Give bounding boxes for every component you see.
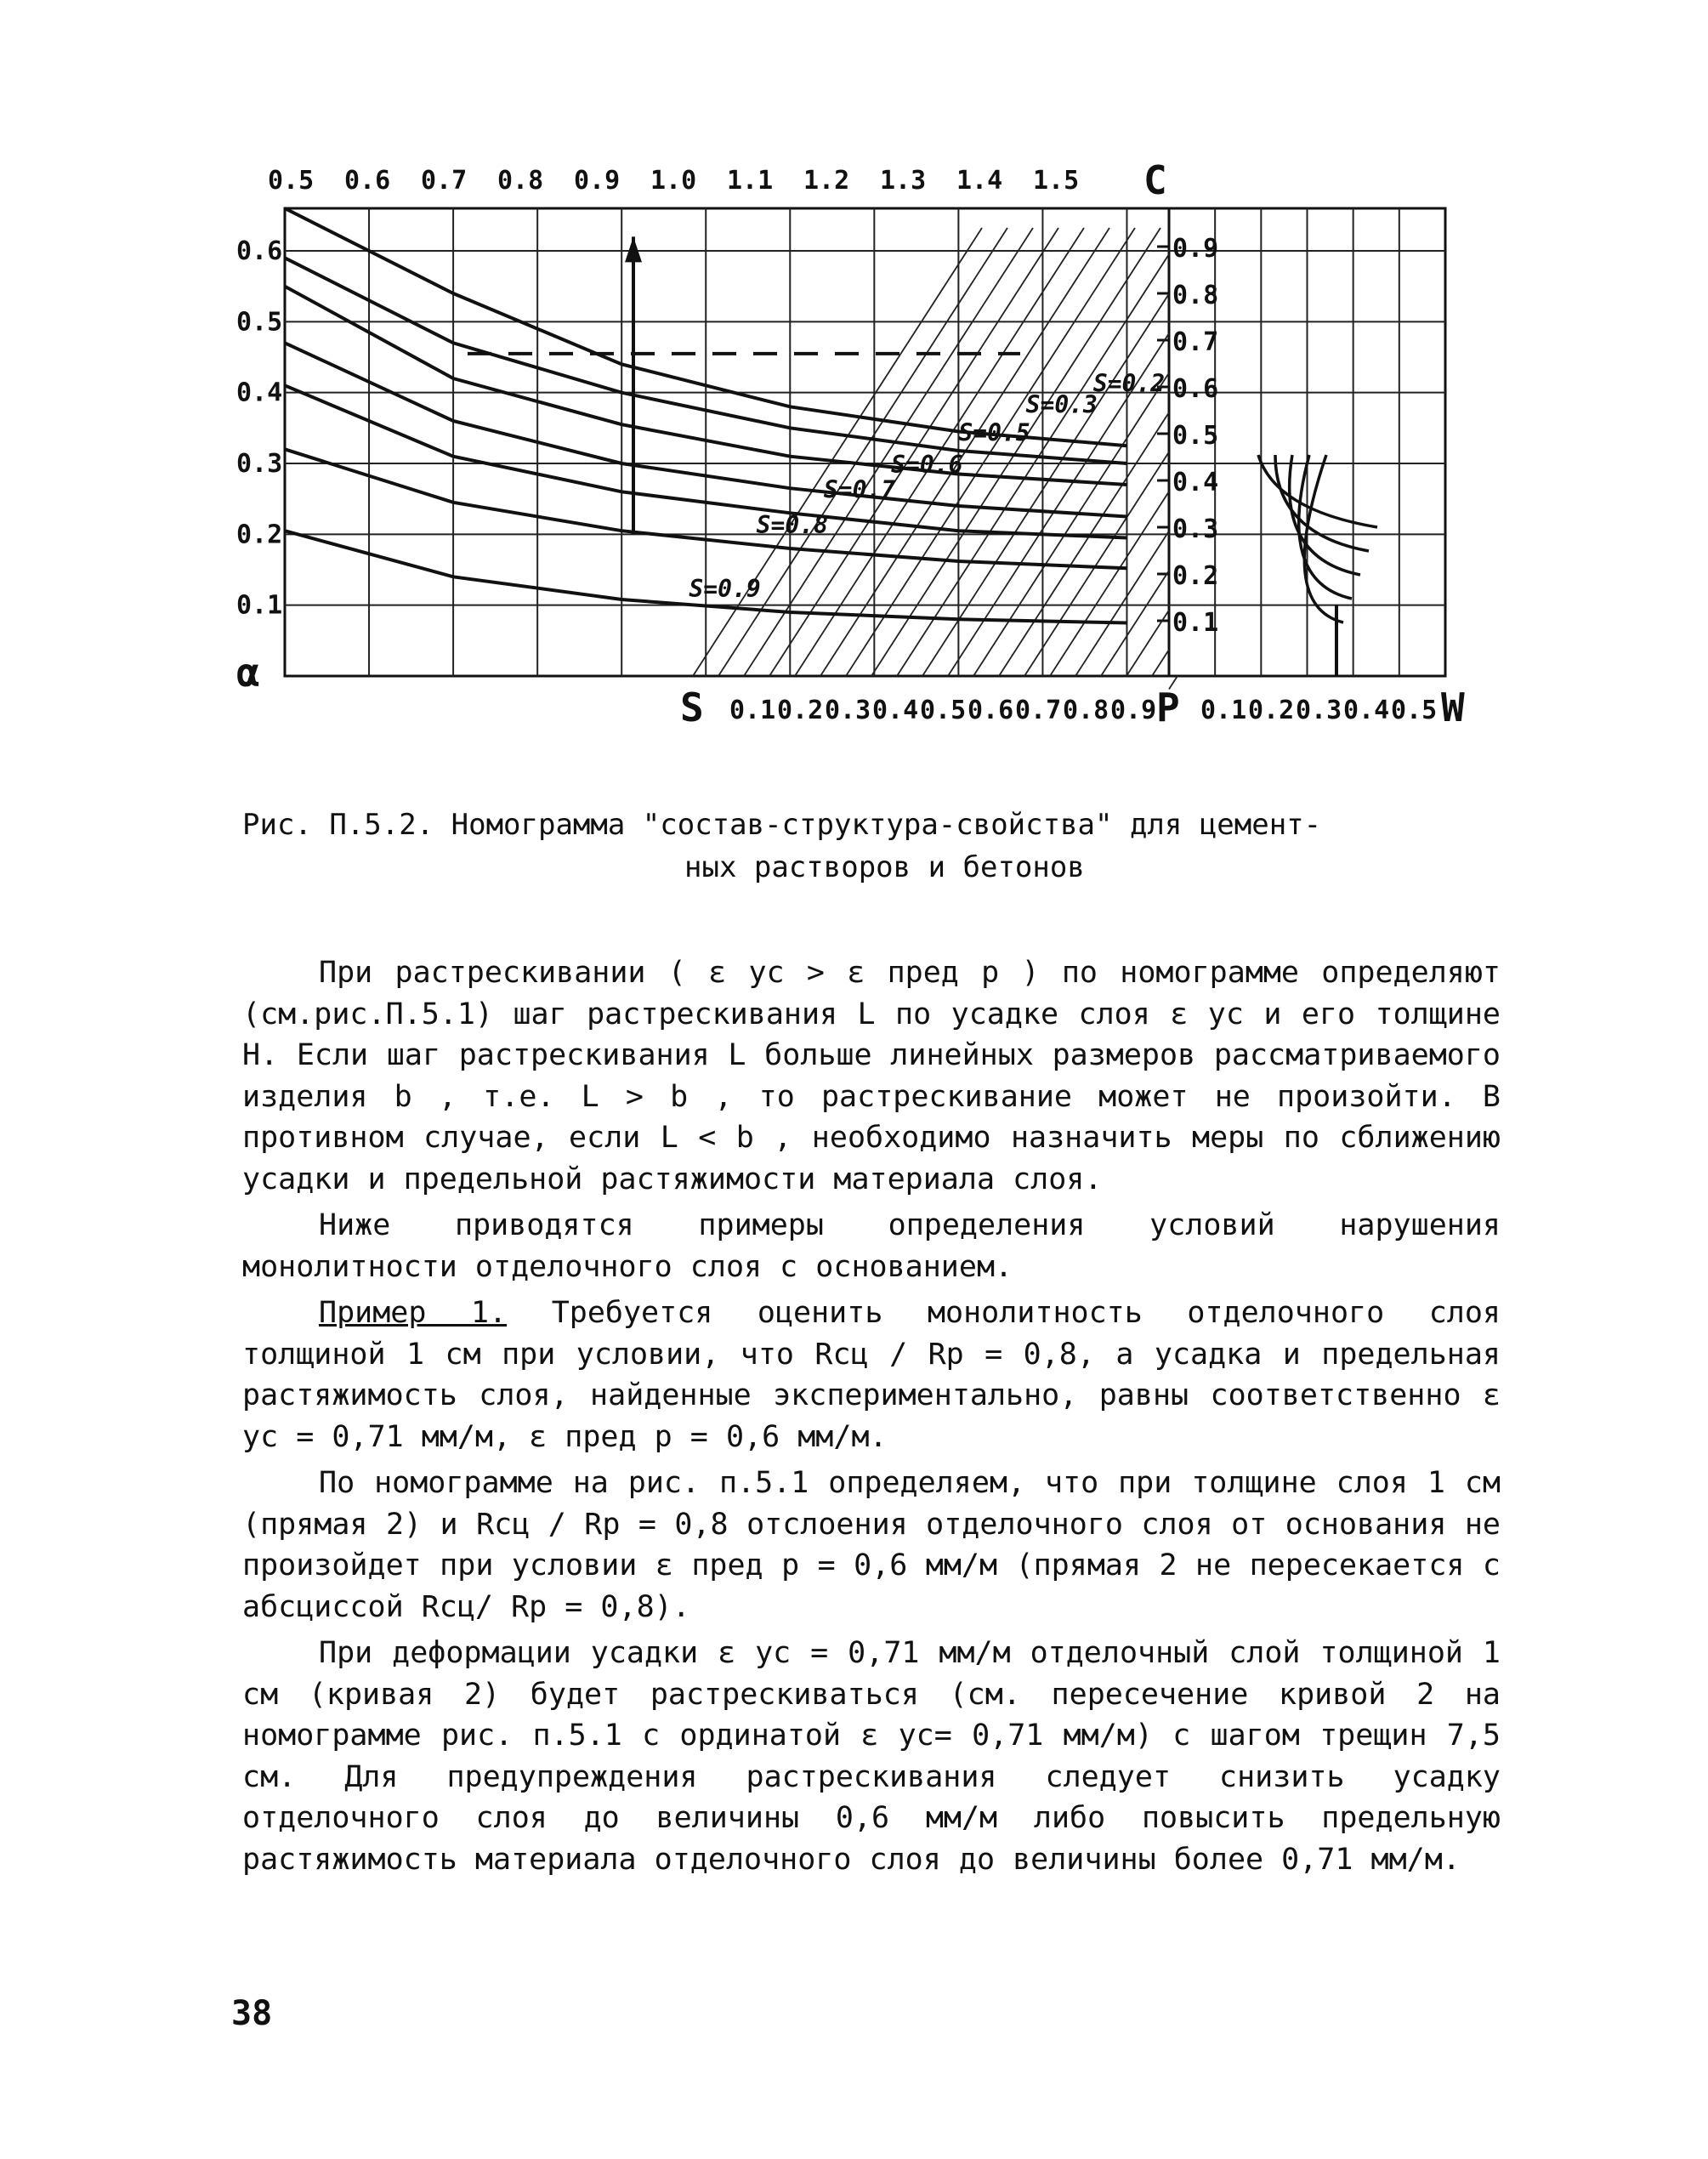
- hatch-line: [999, 412, 1169, 676]
- page-number: 38: [231, 1994, 273, 2033]
- curve-label: S=0.2: [1092, 369, 1166, 398]
- alpha-tick-label: 0.3: [236, 449, 283, 479]
- w-tick-label: 0.4: [1343, 696, 1390, 725]
- paragraph-5: При деформации усадки ε ус = 0,71 мм/м отделочный слой толщиной 1 см (кривая 2) будет растрескиваться (см. пересечение кривой 2 на номограмме рис. п.5.1 с ординатой ε ус= 0,71 мм/м) с шагом трещин 7,5 см. Для предупреждения растрескивания следует снизить усадку отделочного слоя до величины 0,6 мм/м либо повысить предельную растяжимость материала отделочного слоя до величины более 0,71 мм/м.: [242, 1636, 1501, 1877]
- p-scale-label: 0.7: [1172, 327, 1219, 357]
- w-tick-label: 0.1: [1200, 696, 1247, 725]
- c-tick-label: 1.2: [803, 166, 850, 196]
- figure-caption: [242, 804, 1501, 889]
- hatch-line: [1075, 531, 1169, 677]
- c-tick-label: 0.9: [574, 166, 621, 196]
- curve-label: S=0.3: [1025, 390, 1098, 419]
- curve-label: S=0.5: [958, 418, 1030, 447]
- c-tick-label: 1.3: [880, 166, 927, 196]
- p-scale-label: 0.6: [1172, 374, 1219, 404]
- s-axis-title: S: [680, 685, 704, 730]
- p-scale-label: 0.5: [1172, 421, 1219, 451]
- p-scale-label: 0.9: [1172, 234, 1219, 264]
- p-scale-label: 0.1: [1172, 608, 1219, 638]
- c-axis-title: C: [1143, 157, 1167, 203]
- w-tick-label: 0.5: [1391, 696, 1438, 725]
- s-tick-label: 0.9: [1110, 696, 1157, 725]
- alpha-tick-label: 0.6: [236, 236, 283, 266]
- paragraph-1: При растрескивании ( ε ус > ε пред р ) по номограмме определяют (см.рис.П.5.1) шаг растрескивания L по усадке слоя ε ус и его толщине Н. Если шаг растрескивания L больше линейных размеров рассматриваемого изделия b , т.е. L > b , то растрескивание может не произойти. В противном случае, если L < b , необходимо назначить меры по сближению усадки и предельной растяжимости материала слоя.: [242, 956, 1501, 1196]
- nomogram-figure: [0, 0, 1708, 765]
- curve-label: S=0.6: [891, 451, 963, 480]
- s-tick-label: 0.6: [967, 696, 1014, 725]
- w-inset-curves: [1258, 455, 1377, 676]
- alpha-tick-label: 0.4: [236, 378, 283, 408]
- curve-label: S=0.8: [756, 511, 828, 539]
- guide-arrow: [625, 236, 642, 262]
- paragraph-3-text: Требуется оценить монолитность отделочного слоя толщиной 1 см при условии, что Rсц / Rр = 0,8, а усадка и предельная растяжимость слоя, найденные экспериментально, равны соответственно ε ус = 0,71 мм/м, ε пред р = 0,6 мм/м.: [242, 1296, 1501, 1454]
- c-tick-label: 1.4: [956, 166, 1003, 196]
- hatch-line: [1152, 650, 1169, 676]
- s-tick-label: 0.5: [920, 696, 967, 725]
- w-axis-title: W: [1441, 685, 1465, 730]
- alpha-tick-label: 0.2: [236, 520, 283, 550]
- hatch-line: [1050, 491, 1169, 676]
- s-tick-label: 0.3: [825, 696, 871, 725]
- alpha-tick-label: 0.5: [236, 307, 283, 338]
- example-heading: Пример 1.: [319, 1296, 508, 1330]
- s-tick-label: 0.2: [777, 696, 824, 725]
- p-scale-label: 0.4: [1172, 468, 1219, 497]
- c-tick-label: 1.0: [650, 166, 697, 196]
- s-tick-label: 0.7: [1015, 696, 1062, 725]
- p-scale-label: 0.2: [1172, 561, 1219, 591]
- inset-curve: [1304, 455, 1343, 622]
- s-tick-label: 0.4: [872, 696, 919, 725]
- curve-label: S=0.9: [689, 575, 761, 603]
- c-tick-label: 1.1: [727, 166, 774, 196]
- caption-line-1: Рис. П.5.2. Номограмма "состав-структура-свойства" для цемент-: [242, 808, 1322, 842]
- c-tick-label: 0.6: [344, 166, 391, 196]
- c-tick-label: 0.5: [268, 166, 315, 196]
- curve-label: S=0.7: [823, 475, 896, 504]
- paragraph-3: [242, 1293, 1501, 1457]
- alpha-axis-title: α: [236, 650, 260, 696]
- p-scale-label: 0.3: [1172, 514, 1219, 544]
- alpha-tick-label: 0.1: [236, 590, 283, 621]
- body-text: [242, 952, 1501, 1880]
- w-tick-label: 0.3: [1296, 696, 1342, 725]
- hatch-line: [1126, 611, 1169, 677]
- w-tick-label: 0.2: [1248, 696, 1295, 725]
- p-scale-label: 0.8: [1172, 281, 1219, 310]
- s-tick-label: 0.8: [1063, 696, 1109, 725]
- paragraph-2: Ниже приводятся примеры определения условий нарушения монолитности отделочного слоя с основанием.: [242, 1208, 1501, 1284]
- caption-line-2: ных растворов и бетонов: [684, 850, 1085, 884]
- s-tick-label: 0.1: [729, 696, 776, 725]
- c-tick-label: 0.8: [497, 166, 544, 196]
- c-tick-label: 0.7: [421, 166, 468, 196]
- c-tick-label: 1.5: [1033, 166, 1080, 196]
- p-axis-title: P: [1156, 685, 1180, 730]
- paragraph-4: По номограмме на рис. п.5.1 определяем, что при толщине слоя 1 см (прямая 2) и Rсц / Rр = 0,8 отслоения отделочного слоя от основания не произойдет при условии ε пред р = 0,6 мм/м (прямая 2 не пересекается с абсциссой Rсц/ Rр = 0,8).: [242, 1466, 1501, 1624]
